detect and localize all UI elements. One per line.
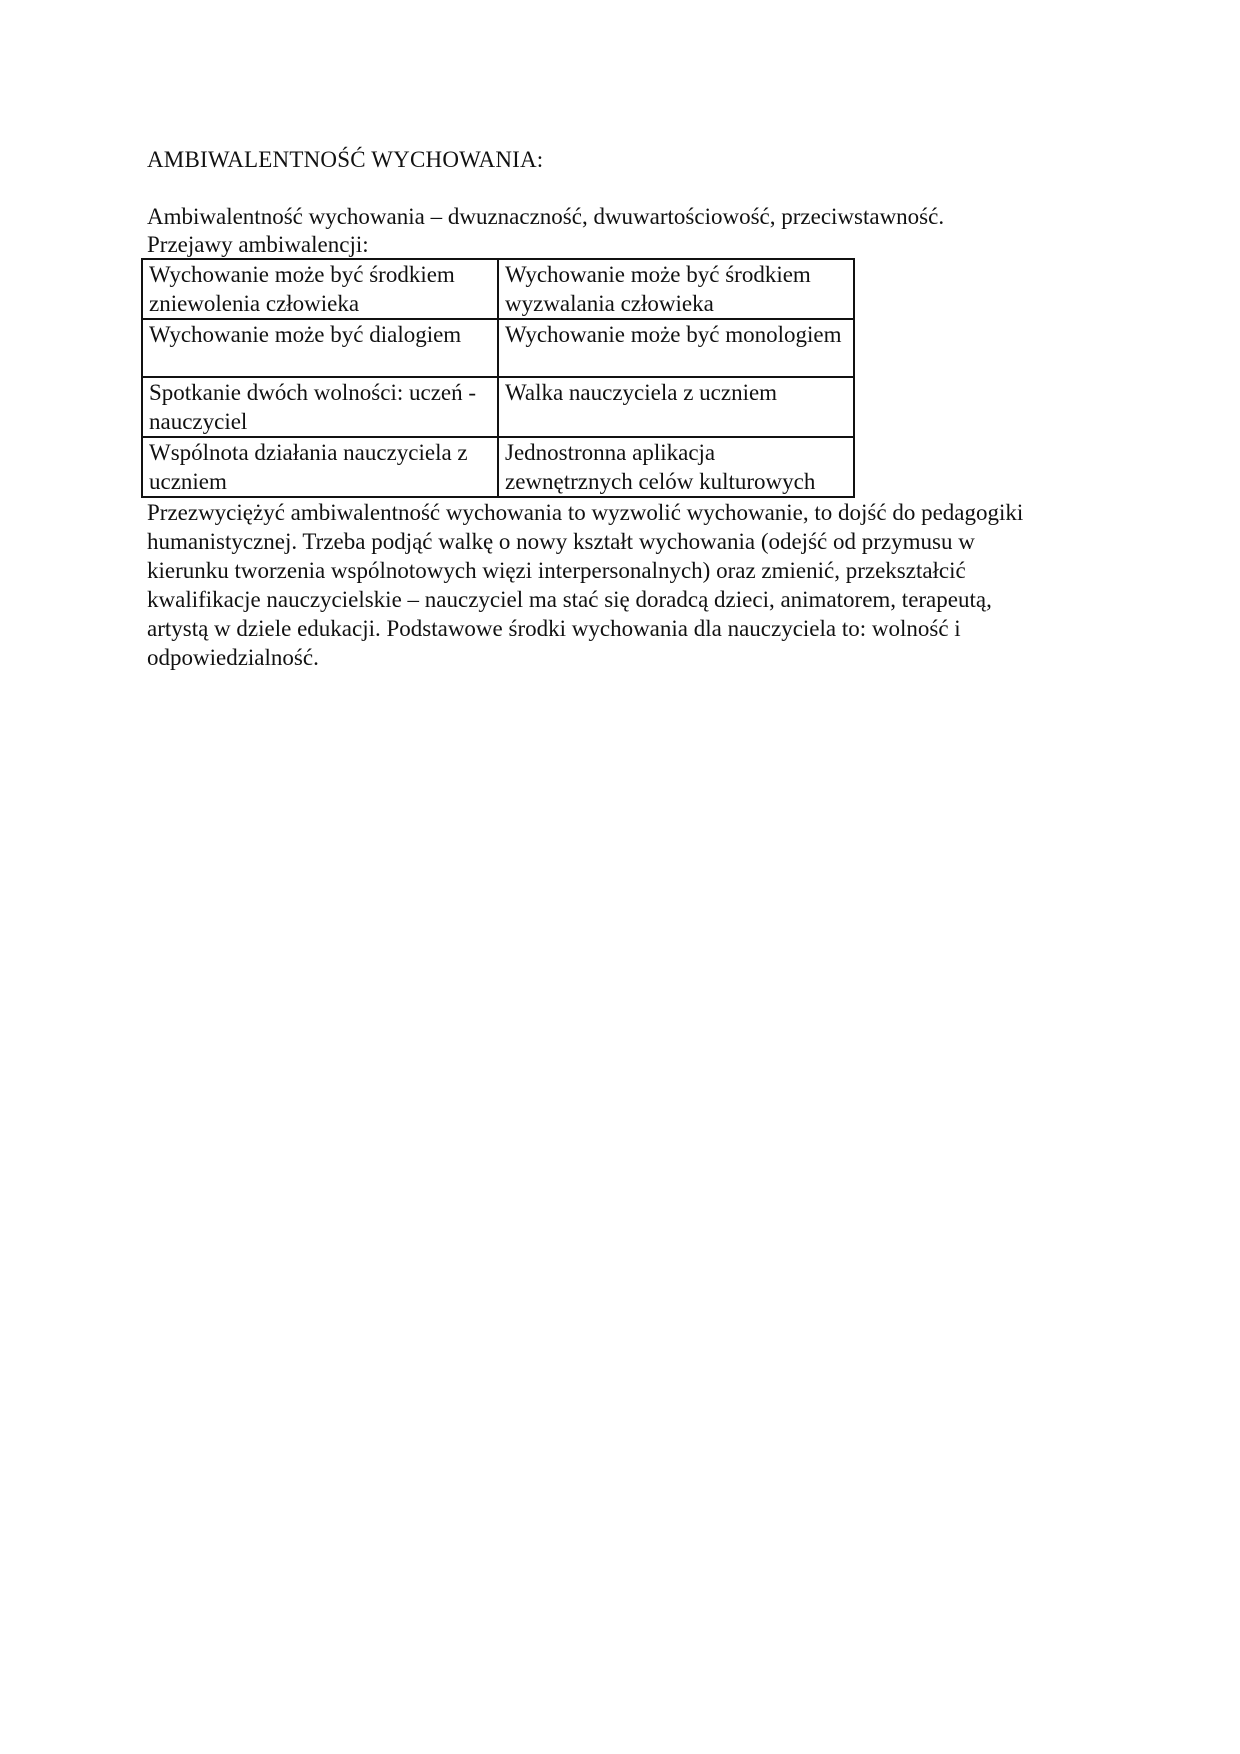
document-page [147,145,1047,672]
table-row [142,377,854,437]
table-cell: Walka nauczyciela z uczniem [498,377,854,437]
document-title: AMBIWALENTNOŚĆ WYCHOWANIA: [147,147,544,172]
table-cell: Wychowanie może być środkiem wyzwalania człowieka [498,259,854,319]
table-cell: Wychowanie może być monologiem [498,319,854,377]
definition-paragraph: Ambiwalentność wychowania – dwuznaczność, dwuwartościowość, przeciwstawność. [147,204,945,229]
table-cell: Wychowanie może być środkiem zniewolenia człowieka [142,259,498,319]
table-cell: Wspólnota działania nauczyciela z uczniem [142,437,498,497]
table-cell: Jednostronna aplikacja zewnętrznych celów kulturowych [498,437,854,497]
conclusion-paragraph: Przezwyciężyć ambiwalentność wychowania to wyzwolić wychowanie, to dojść do pedagogiki humanistycznej. Trzeba podjąć walkę o nowy kształt wychowania (odejść od przymusu w kierunku tworzenia wspólnotowych więzi interpersonalnych) oraz zmienić, przekształcić kwalifikacje nauczycielskie – nauczyciel ma stać się doradcą dzieci, animatorem, terapeutą, artystą w dziele edukacji. Podstawowe środki wychowania dla nauczyciela to: wolność i odpowiedzialność. [147,500,1024,670]
table-row [142,437,854,497]
table-cell: Wychowanie może być dialogiem [142,319,498,377]
table-row [142,259,854,319]
section-subheading: Przejawy ambiwalencji: [147,232,369,257]
ambivalence-table [141,258,855,498]
table-row [142,319,854,377]
table-cell: Spotkanie dwóch wolności: uczeń - nauczyciel [142,377,498,437]
